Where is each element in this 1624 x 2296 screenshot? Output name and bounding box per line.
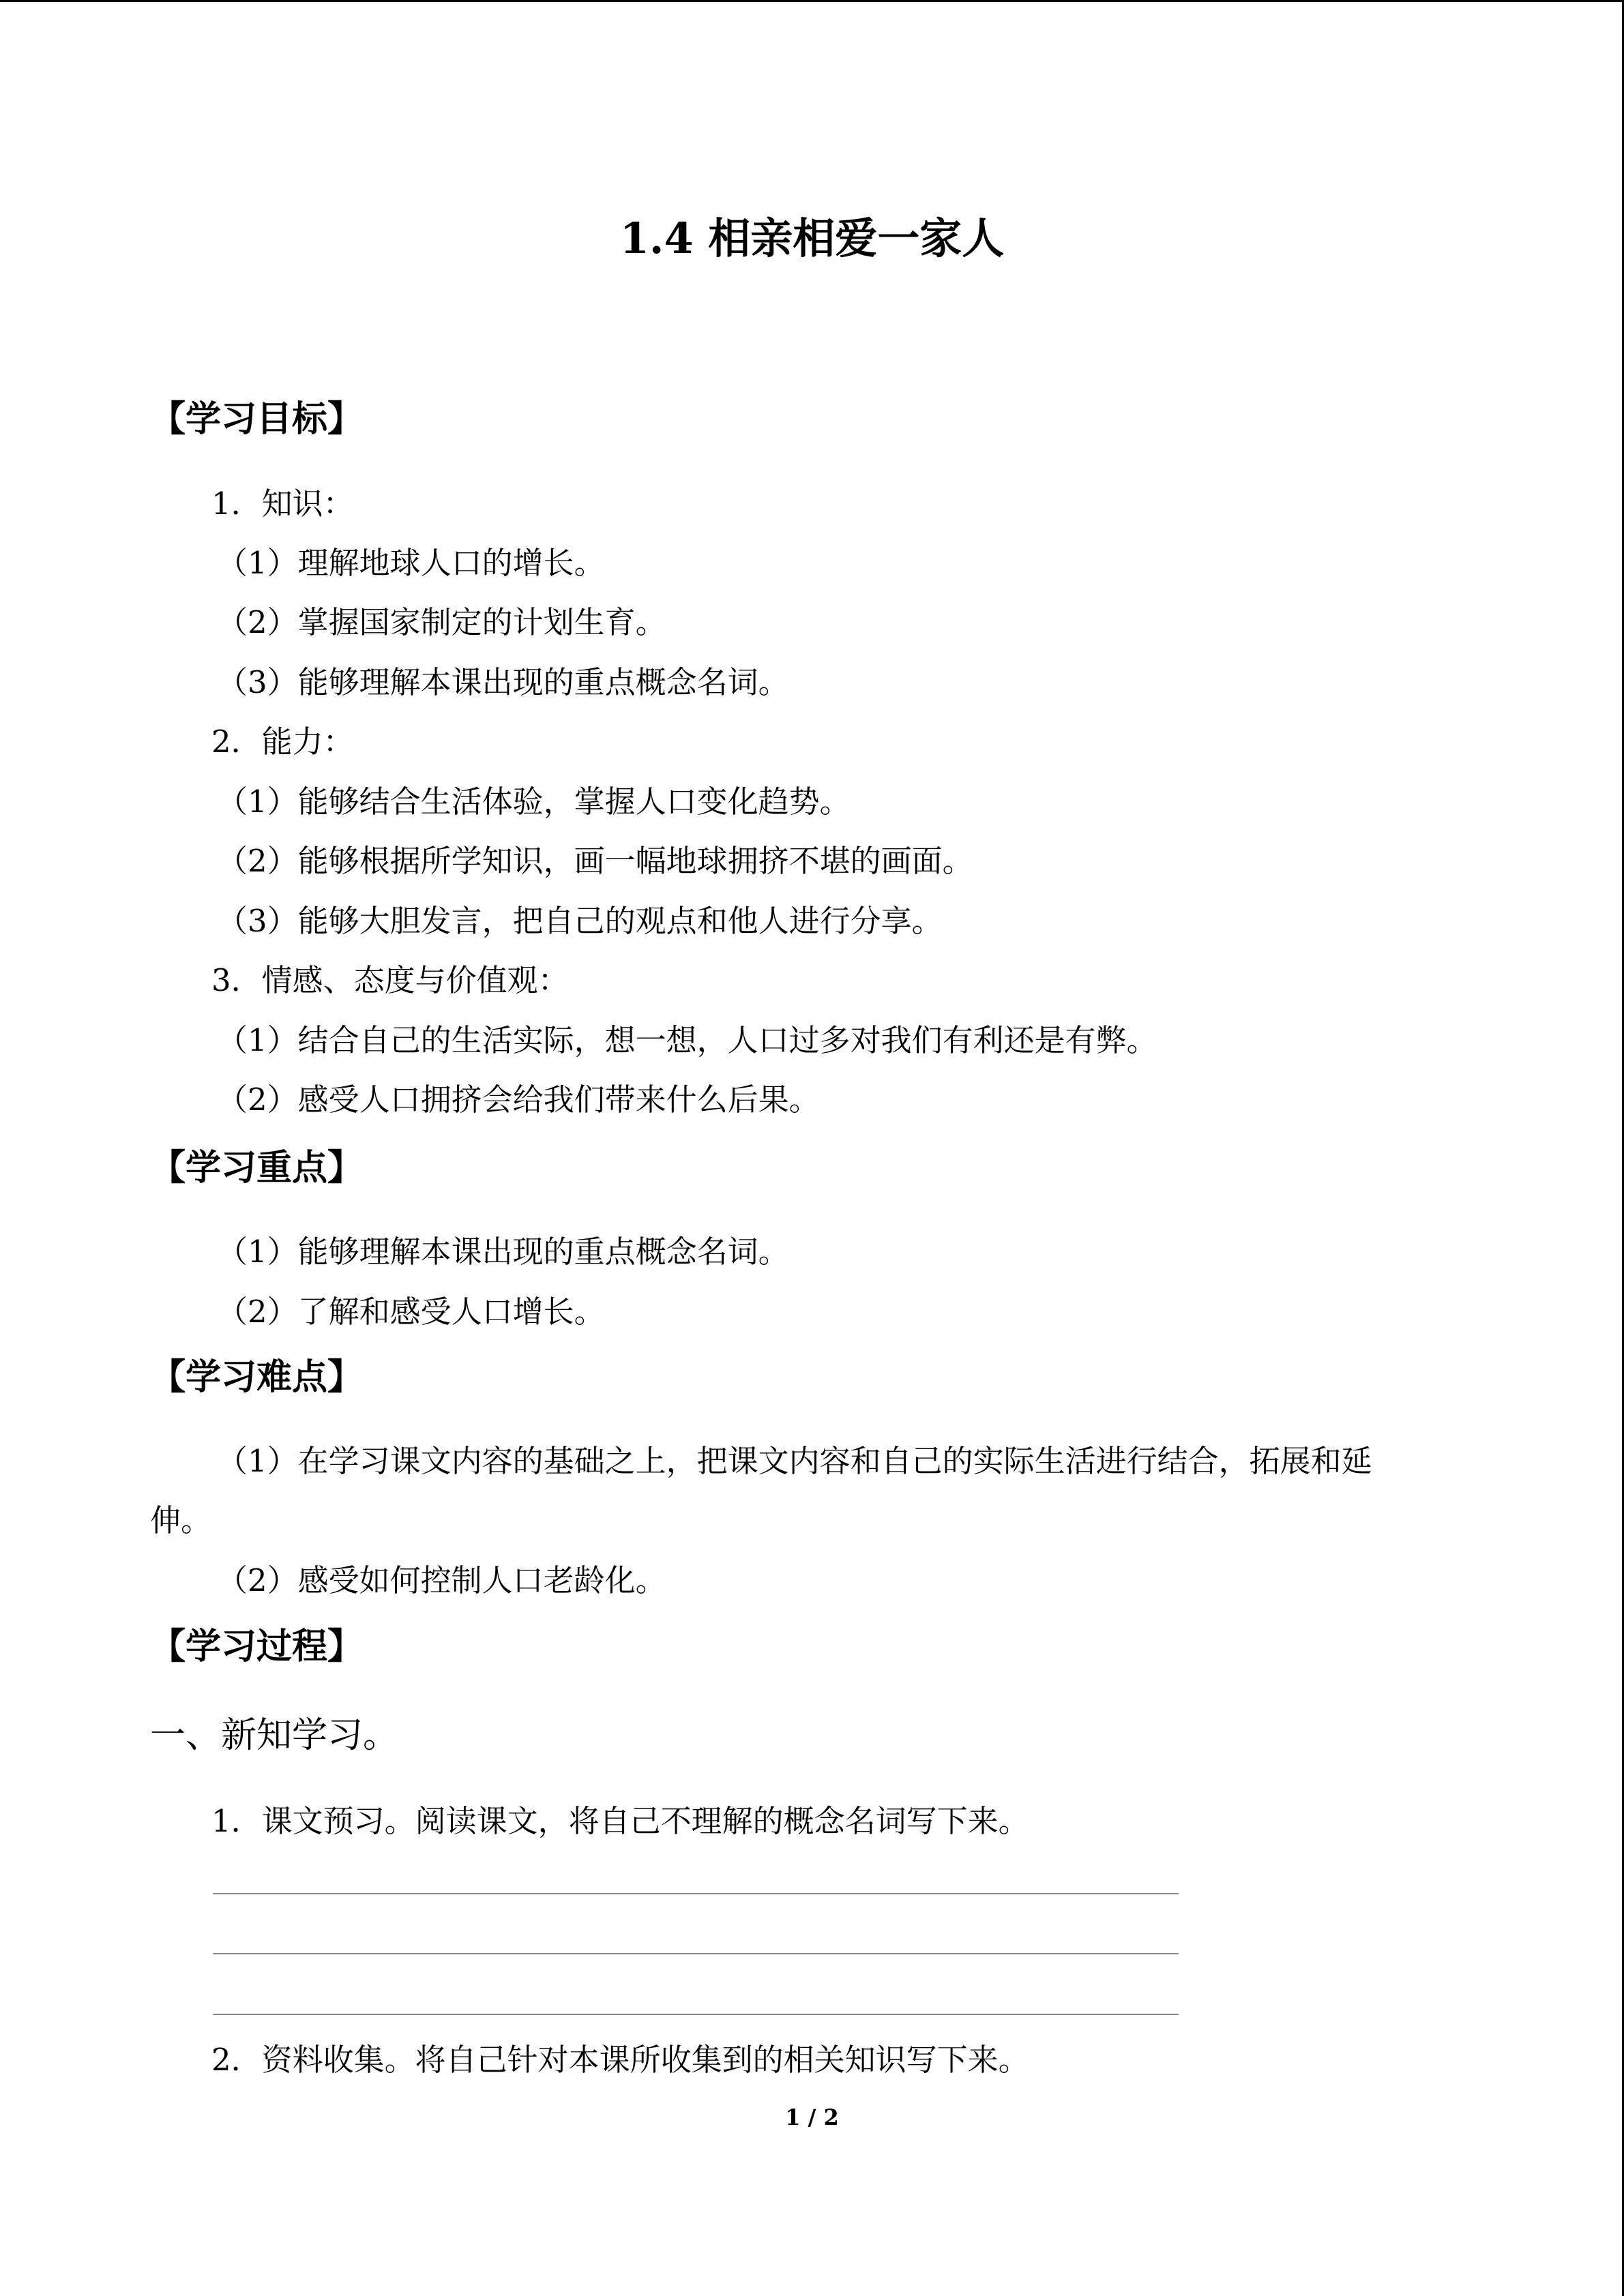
objective-item: （1）结合自己的生活实际，想一想，人口过多对我们有利还是有弊。 [217,1022,1157,1058]
page-top-border [0,0,1624,2]
objective-item: 1．知识： [211,486,354,522]
key-point-item: （2）了解和感受人口增长。 [217,1294,605,1330]
answer-line [213,1893,1179,1894]
difficulty-item: （1）在学习课文内容的基础之上，把课文内容和自己的实际生活进行结合，拓展和延 [217,1443,1372,1479]
difficulty-item-continued: 伸。 [150,1502,212,1538]
objective-item: （2）能够根据所学知识，画一幅地球拥挤不堪的画面。 [217,843,973,879]
section-heading-process: 【学习过程】 [150,1626,364,1667]
page-title: 1.4 相亲相爱一家人 [619,213,1005,263]
key-point-item: （1）能够理解本课出现的重点概念名词。 [217,1234,789,1270]
objective-item: （3）能够理解本课出现的重点概念名词。 [217,664,789,700]
objective-item: （2）掌握国家制定的计划生育。 [217,604,666,640]
page-number: 1 / 2 [785,2104,839,2130]
objective-item: （1）能够结合生活体验，掌握人口变化趋势。 [217,784,851,820]
section-heading-key-points: 【学习重点】 [150,1147,364,1189]
objective-item: （1）理解地球人口的增长。 [217,545,605,581]
objective-item: 3．情感、态度与价值观： [211,962,569,998]
task-collect: 2．资料收集。将自己针对本课所收集到的相关知识写下来。 [211,2042,1029,2078]
objective-item: 2．能力： [211,724,354,760]
objective-item: （2）感受人口拥挤会给我们带来什么后果。 [217,1082,820,1118]
difficulty-item: （2）感受如何控制人口老龄化。 [217,1562,666,1598]
answer-line [213,2014,1179,2015]
section-heading-difficulties: 【学习难点】 [150,1356,364,1398]
answer-line [213,1953,1179,1954]
task-preview: 1．课文预习。阅读课文，将自己不理解的概念名词写下来。 [211,1803,1029,1839]
part-one-heading: 一、新知学习。 [150,1715,399,1756]
section-heading-objectives: 【学习目标】 [150,398,364,440]
objective-item: （3）能够大胆发言，把自己的观点和他人进行分享。 [217,903,943,939]
